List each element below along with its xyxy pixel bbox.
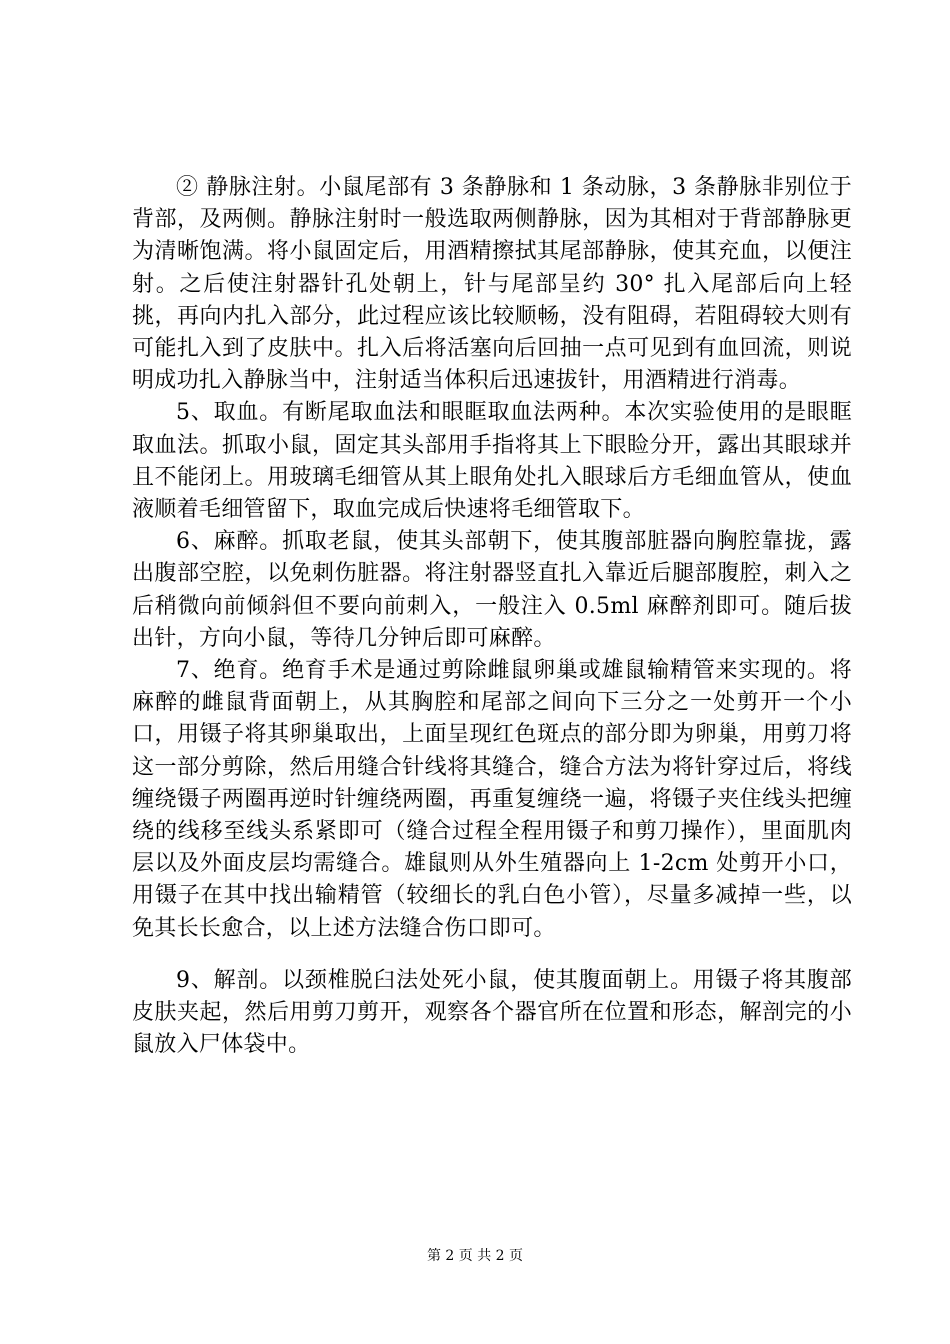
page-footer <box>0 1246 950 1266</box>
page-indicator: 第 2 页 共 2 页 <box>426 1248 524 1264</box>
paragraph-anesthesia: 6、麻醉。抓取老鼠，使其头部朝下，使其腹部脏器向胸腔靠拢，露出腹部空腔，以免刺伤脏器。将注射器竖直扎入靠近后腿部腹腔，刺入之后稍微向前倾斜但不要向前刺入，一般注入 0.5ml 麻醉剂即可。随后拔出针，方向小鼠，等待几分钟后即可麻醉。 <box>132 529 852 651</box>
document-body <box>132 172 852 1061</box>
paragraph-dissection: 9、解剖。以颈椎脱臼法处死小鼠，使其腹面朝上。用镊子将其腹部皮肤夹起，然后用剪刀剪开，观察各个器官所在位置和形态，解剖完的小鼠放入尸体袋中。 <box>132 967 852 1058</box>
paragraph-intravenous-injection: ② 静脉注射。小鼠尾部有 3 条静脉和 1 条动脉，3 条静脉非别位于背部，及两侧。静脉注射时一般选取两侧静脉，因为其相对于背部静脉更为清晰饱满。将小鼠固定后，用酒精擦拭其尾部静脉，使其充血，以便注射。之后使注射器针孔处朝上，针与尾部呈约 30° 扎入尾部后向上轻挑，再向内扎入部分，此过程应该比较顺畅，没有阻碍，若阻碍较大则有可能扎入到了皮肤中。扎入后将活塞向后回抽一点可见到有血回流，则说明成功扎入静脉当中，注射适当体积后迅速拔针，用酒精进行消毒。 <box>132 175 852 394</box>
paragraph-blood-collection: 5、取血。有断尾取血法和眼眶取血法两种。本次实验使用的是眼眶取血法。抓取小鼠，固定其头部用手指将其上下眼睑分开，露出其眼球并且不能闭上。用玻璃毛细管从其上眼角处扎入眼球后方毛细血管从，使血液顺着毛细管留下，取血完成后快速将毛细管取下。 <box>132 400 852 523</box>
paragraph-sterilization: 7、绝育。绝育手术是通过剪除雌鼠卵巢或雄鼠输精管来实现的。将麻醉的雌鼠背面朝上，从其胸腔和尾部之间向下三分之一处剪开一个小口，用镊子将其卵巢取出，上面呈现红色斑点的部分即为卵巢，用剪刀将这一部分剪除，然后用缝合针线将其缝合，缝合方法为将针穿过后，将线缠绕镊子两圈再逆时针缠绕两圈，再重复缠绕一遍，将镊子夹住线头把缠绕的线移至线头系紧即可（缝合过程全程用镊子和剪刀操作），里面肌肉层以及外面皮层均需缝合。雄鼠则从外生殖器向上 1-2cm 处剪开小口，用镊子在其中找出输精管（较细长的乳白色小管），尽量多减掉一些，以免其长长愈合，以上述方法缝合伤口即可。 <box>132 658 852 941</box>
